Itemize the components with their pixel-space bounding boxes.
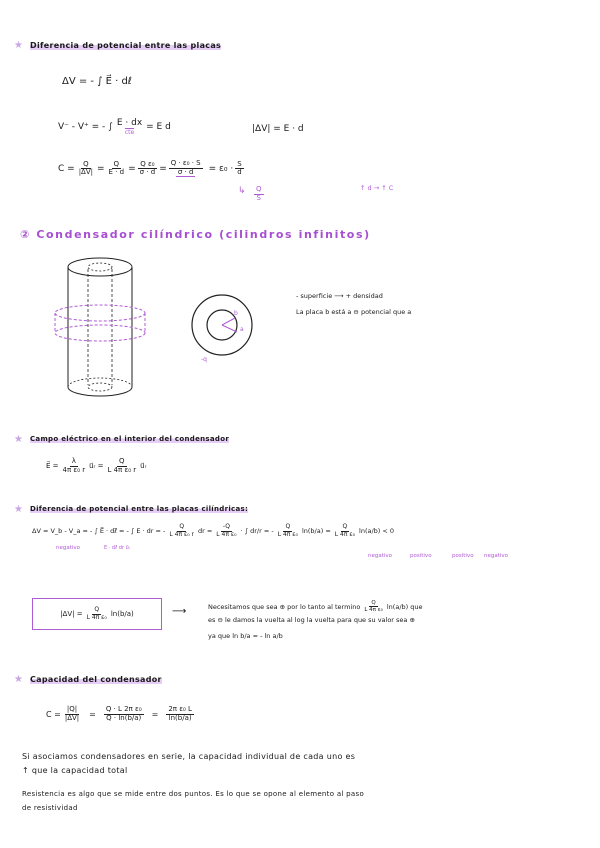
frac-q-s: $\frac{Q}{S}$ (256, 185, 262, 202)
arrow-right-icon: ⟶ (172, 606, 187, 617)
eq-capacity-cyl: C = $\frac{|Q|}{|\Delta V|}$ = $\frac{\text{Q · L 2π ε₀}}{Q \cdot \ln(b/a)}$ = $\frac{\text{2π ε₀ L}}{\ln(b/a)}$ (46, 705, 192, 722)
para-series-2: ↑ que la capacidad total (22, 766, 128, 775)
note-superficie: - superficie ⟶ + densidad (296, 292, 383, 300)
label-negativo-2: negativo (368, 553, 393, 559)
eq-v-diff: V⁻ - V⁺ = - ∫ E · dx cte = E d (58, 118, 171, 136)
note-d-c: ↑ d → ↑ C (360, 184, 394, 192)
note-placa-b: La placa b está a ⊖ potencial que a (296, 308, 412, 316)
label-sub-vectors: E · dℓ⃗ dr u⃗ᵣ (104, 545, 131, 551)
label-negativo-3: negativo (484, 553, 509, 559)
label-b: b (234, 310, 238, 317)
heading-field: Campo eléctrico en el interior del condensador (30, 435, 230, 443)
eq-field: E⃗ = $\frac{\lambda}{\text{4π ε₀ r}}$ u⃗ᵣ = $\frac{Q}{\text{L 4π ε₀ r}}$ u⃗ᵣ (46, 457, 147, 474)
heading-diff-cyl: Diferencia de potencial entre las placas cilíndricas: (30, 505, 249, 513)
heading-diff-plates: Diferencia de potencial entre las placas (30, 41, 222, 50)
arrow-down-icon: ↳ (238, 186, 246, 196)
eq-diff-cyl: ΔV = V_b - V_a = - ∫ E⃗ · dℓ⃗ = - ∫ E · dr = - $\frac{Q}{\text{L 4π ε₀ r}}$ dr = $\frac{-Q}{\text{L 4π ε₀}}$ · ∫ dr/r = - $\frac{Q}{\text{L 4π ε₀}}$ ln(b/a) = $\frac{Q}{\text{L 4π ε₀}}$ ln(a/b) < 0 (32, 523, 395, 538)
label-positivo-2: positivo (452, 553, 474, 559)
title-cylindrical: ② Condensador cilíndrico (cilindros infinitos) (20, 228, 371, 241)
eq-capacity-plane: C = $\frac{Q}{|\Delta V|}$ = $\frac{Q}{E \cdot d}$ = $\frac{\text{Q ε₀}}{\sigma \cdot d}$ = $\frac{\text{Q · ε₀ · S}}{\sigma \cdot d}$ = ε₀ · $\frac{S}{d}$ (58, 159, 242, 177)
eq-abs-delta-v: |ΔV| = E · d (252, 124, 304, 134)
cylinder-drawing (50, 255, 150, 400)
label-a: a (240, 326, 244, 333)
note-needs-positive: Necesitamos que sea ⊕ por lo tanto al termino $\frac{Q}{\text{L 4π ε₀}}$ ln(a/b) que (208, 600, 423, 614)
label-negativo-1: negativo (56, 545, 81, 551)
heading-capacity: Capacidad del condensador (30, 675, 162, 684)
bullet-star-icon: ★ (14, 504, 23, 515)
bullet-star-icon: ★ (14, 674, 23, 685)
boxed-abs-delta-v: |ΔV| = $\frac{Q}{\text{L 4π ε₀}}$ ln(b/a) (32, 598, 162, 630)
label-minus-q: -q (201, 356, 207, 363)
para-series-1: Si asociamos condensadores en serie, la capacidad individual de cada uno es (22, 752, 356, 761)
bullet-star-icon: ★ (14, 40, 23, 51)
eq-delta-v: ΔV = - ∫ E⃗ · dℓ (62, 76, 132, 87)
note-ln-identity: ya que ln b/a = - ln a/b (208, 632, 283, 640)
note-flip-log: es ⊖ le damos la vuelta al log la vuelta para que su valor sea ⊕ (208, 616, 415, 624)
cross-section-drawing (185, 290, 265, 365)
para-resistance-1: Resistencia es algo que se mide entre dos puntos. Es lo que se opone al elemento al paso (22, 790, 365, 798)
label-positivo-1: positivo (410, 553, 432, 559)
para-resistance-2: de resistividad (22, 804, 78, 812)
bullet-star-icon: ★ (14, 434, 23, 445)
